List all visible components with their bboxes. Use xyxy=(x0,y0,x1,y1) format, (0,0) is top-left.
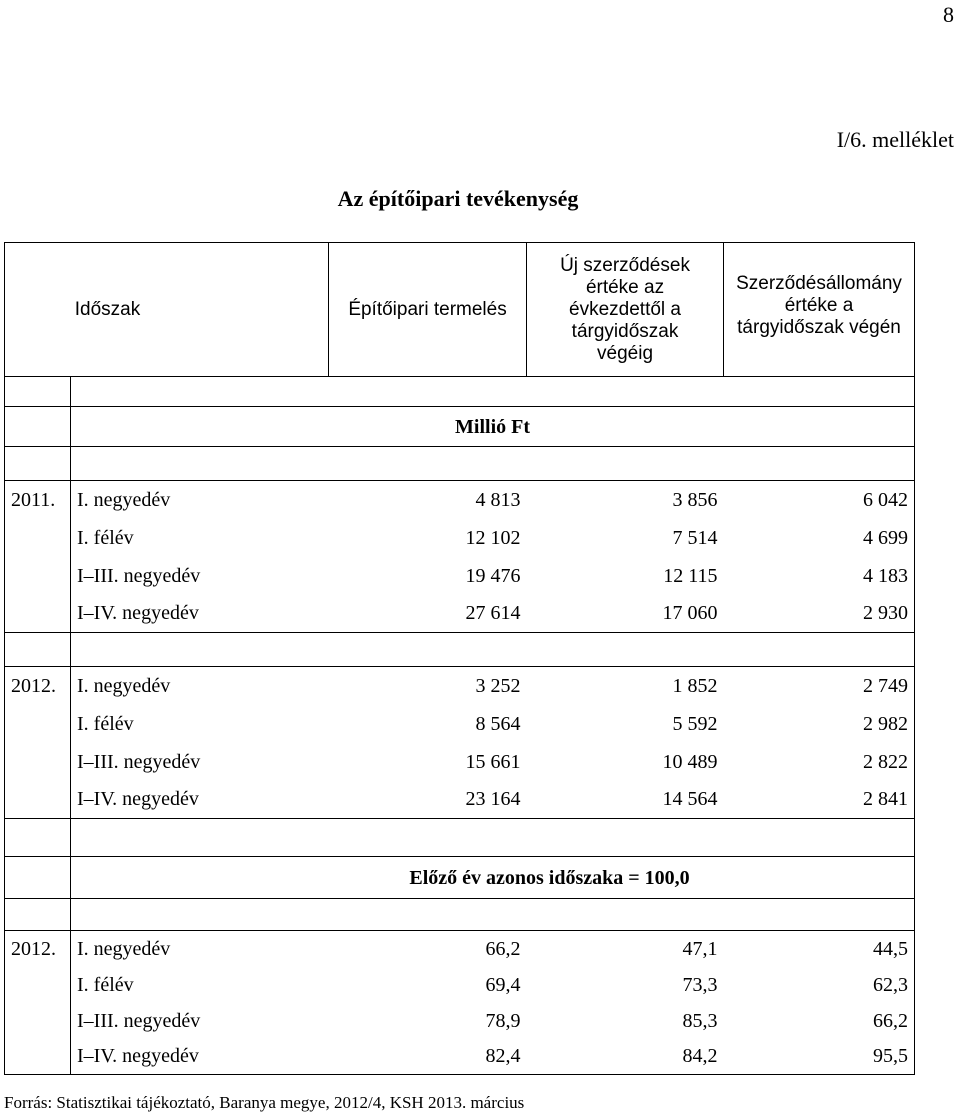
period-label: I. félév xyxy=(71,967,329,1003)
new-contracts-index: 84,2 xyxy=(527,1039,724,1075)
spacer-row xyxy=(5,819,915,857)
spacer-row xyxy=(5,447,915,481)
production-value: 12 102 xyxy=(465,526,521,549)
year-label: 2011. xyxy=(5,481,71,519)
production-value: 8 564 xyxy=(475,712,521,735)
header-contract-stock: Szerződésállomány értéke a tárgyidőszak végén xyxy=(724,243,915,377)
table-row xyxy=(5,705,915,743)
contract-stock-index: 66,2 xyxy=(724,1003,915,1039)
new-contracts-index: 47,1 xyxy=(682,937,718,960)
period-label: I. negyedév xyxy=(71,481,329,519)
period-label: I–III. negyedév xyxy=(71,743,329,781)
production-value: 15 661 xyxy=(465,750,521,773)
table-row xyxy=(5,557,915,595)
period-label: I. negyedév xyxy=(71,931,329,967)
production-value: 19 476 xyxy=(465,564,521,587)
construction-table xyxy=(4,242,915,1075)
new-contracts-value: 3 856 xyxy=(672,488,718,511)
period-label: I–III. negyedév xyxy=(71,1003,329,1039)
header-period: Időszak xyxy=(5,243,329,377)
contract-stock-index: 62,3 xyxy=(724,967,915,1003)
table-row xyxy=(5,481,915,519)
table-row xyxy=(5,667,915,705)
period-label: I. félév xyxy=(71,705,329,743)
contract-stock-value: 6 042 xyxy=(724,481,915,519)
contract-stock-value: 2 930 xyxy=(724,595,915,633)
table-row xyxy=(5,1039,915,1075)
production-index: 66,2 xyxy=(485,937,521,960)
production-index: 78,9 xyxy=(485,1009,521,1032)
period-label: I. félév xyxy=(71,519,329,557)
contract-stock-value: 2 822 xyxy=(724,743,915,781)
new-contracts-value: 14 564 xyxy=(662,788,718,811)
table-title: Az építőipari tevékenység xyxy=(337,186,579,211)
period-label: I–IV. negyedév xyxy=(71,595,329,633)
table-row xyxy=(5,595,915,633)
index-label: Előző év azonos időszaka = 100,0 xyxy=(71,857,915,899)
header-row xyxy=(5,243,915,377)
period-label: I–IV. negyedév xyxy=(71,1039,329,1075)
index-label-row xyxy=(5,857,915,899)
spacer-row xyxy=(5,377,915,407)
contract-stock-value: 4 699 xyxy=(724,519,915,557)
unit-label: Millió Ft xyxy=(71,407,915,447)
production-value: 4 813 xyxy=(475,488,521,511)
production-value: 23 164 xyxy=(465,788,521,811)
period-label: I–IV. negyedév xyxy=(71,781,329,819)
table-row xyxy=(5,519,915,557)
contract-stock-value: 2 841 xyxy=(724,781,915,819)
unit-row xyxy=(5,407,915,447)
year-label: 2012. xyxy=(5,931,71,967)
table-row xyxy=(5,743,915,781)
production-index: 82,4 xyxy=(329,1039,527,1075)
contract-stock-index: 44,5 xyxy=(724,931,915,967)
new-contracts-index: 73,3 xyxy=(682,973,718,996)
new-contracts-value: 7 514 xyxy=(672,526,718,549)
annex-label: I/6. melléklet xyxy=(836,127,954,152)
new-contracts-value: 12 115 xyxy=(663,564,718,587)
new-contracts-index: 85,3 xyxy=(682,1009,718,1032)
header-production: Építőipari termelés xyxy=(329,243,527,377)
period-label: I–III. negyedév xyxy=(71,557,329,595)
contract-stock-value: 2 749 xyxy=(724,667,915,705)
production-index: 69,4 xyxy=(485,973,521,996)
source-note: Forrás: Statisztikai tájékoztató, Baranya megye, 2012/4, KSH 2013. március xyxy=(4,1093,528,1113)
year-label: 2012. xyxy=(5,667,71,705)
new-contracts-value: 10 489 xyxy=(662,750,718,773)
contract-stock-index: 95,5 xyxy=(724,1039,915,1075)
contract-stock-value: 2 982 xyxy=(724,705,915,743)
production-value: 27 614 xyxy=(465,602,521,625)
spacer-row xyxy=(5,633,915,667)
new-contracts-value: 1 852 xyxy=(672,674,718,697)
page-number: 8 xyxy=(943,2,954,27)
table-row xyxy=(5,781,915,819)
table-row xyxy=(5,967,915,1003)
header-new-contracts: Új szerződések értéke az évkezdettől a tárgyidőszak végéig xyxy=(527,243,724,377)
production-value: 3 252 xyxy=(475,674,521,697)
new-contracts-value: 5 592 xyxy=(672,712,718,735)
table-row xyxy=(5,931,915,967)
table-row xyxy=(5,1003,915,1039)
period-label: I. negyedév xyxy=(71,667,329,705)
new-contracts-value: 17 060 xyxy=(662,602,718,625)
contract-stock-value: 4 183 xyxy=(724,557,915,595)
spacer-row xyxy=(5,899,915,931)
